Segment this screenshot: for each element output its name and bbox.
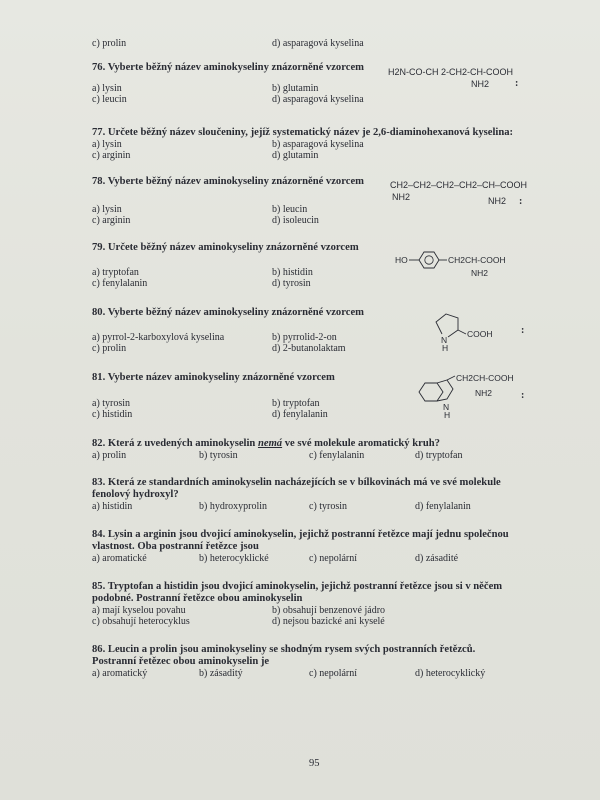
option-b: b) zásaditý	[199, 668, 243, 679]
question-86	[92, 644, 552, 679]
amino-label: NH2	[475, 388, 493, 398]
option-c: c) nepolární	[309, 668, 358, 679]
colon: :	[515, 78, 519, 89]
option-a: a) lysin	[92, 204, 122, 215]
formula-amino-group: NH2	[471, 79, 490, 89]
formula-amino-group-1: NH2	[392, 192, 411, 202]
option-c: c) leucin	[92, 94, 127, 105]
option-d: d) nejsou bazické ani kyselé	[272, 616, 385, 627]
option-b: b) asparagová kyselina	[272, 139, 364, 150]
question-title-line-2: fenolový hydroxyl?	[92, 489, 179, 500]
question-title-line-2: podobné. Postranní řetězce obou aminokyselin	[92, 593, 303, 604]
title-text: 82. Která z uvedených aminokyselin	[92, 438, 258, 449]
question-title-line-2: vlastnost. Oba postranní řetězce jsou	[92, 541, 259, 552]
option-d: d) glutamin	[272, 150, 319, 161]
hydrogen-label: H	[444, 410, 451, 420]
question-title: 80. Vyberte běžný název aminokyseliny znázorněné vzorcem	[92, 307, 364, 318]
option-b: b) glutamin	[272, 83, 319, 94]
option-c: c) arginin	[92, 150, 131, 161]
benzene-ring	[419, 252, 439, 268]
colon: :	[521, 390, 525, 401]
option-c: c) prolin	[92, 343, 127, 354]
option-d: d) heterocyklický	[415, 668, 486, 679]
structure-tyrosin	[395, 250, 555, 280]
side-chain-label: CH2CH-COOH	[456, 373, 514, 383]
question-84	[92, 529, 552, 564]
option-c: c) histidin	[92, 409, 133, 420]
hydroxyl-label: HO	[395, 255, 408, 265]
question-85	[92, 581, 552, 627]
option-d: d) isoleucin	[272, 215, 319, 226]
option-d: d) tyrosin	[272, 278, 311, 289]
question-title-line-1: 83. Která ze standardních aminokyselin nacházejících se v bílkovinách má ve své molekule	[92, 477, 501, 488]
bond	[447, 376, 455, 380]
pyrrolidine-ring	[436, 314, 458, 334]
option-c: c) nepolární	[309, 553, 358, 564]
option-c: c) arginin	[92, 215, 131, 226]
option-d: d) asparagová kyselina	[272, 38, 364, 49]
question-title: 77. Určete běžný název sloučeniny, jejíž systematický název je 2,6-diaminohexanová kyselina:	[92, 127, 514, 138]
option-b: b) obsahují benzenové jádro	[272, 605, 386, 616]
option-d: d) asparagová kyselina	[272, 94, 364, 105]
question-title: 79. Určete běžný název aminokyseliny znázorněné vzorcem	[92, 242, 359, 253]
question-82	[92, 438, 542, 461]
option-c: c) prolin	[92, 38, 127, 49]
side-chain-label: CH2CH-COOH	[448, 255, 506, 265]
option-c: c) fenylalanin	[309, 450, 365, 461]
question-title: 78. Vyberte běžný název aminokyseliny znázorněné vzorcem	[92, 176, 364, 187]
option-a: a) pyrrol-2-karboxylová kyselina	[92, 332, 225, 343]
structure-prolin	[430, 310, 530, 355]
option-b: b) tyrosin	[199, 450, 238, 461]
aromatic-circle	[425, 256, 433, 264]
nitrogen-label: N	[443, 402, 450, 412]
benzene-ring	[419, 383, 443, 401]
option-a: a) mají kyselou povahu	[92, 605, 186, 616]
option-a: a) lysin	[92, 83, 122, 94]
option-d: d) zásadité	[415, 553, 459, 564]
structure-tryptofan	[415, 372, 555, 420]
hydrogen-label: H	[442, 343, 449, 353]
colon: :	[519, 196, 523, 207]
question-title-line-1: 85. Tryptofan a histidin jsou dvojicí aminokyselin, jejichž postranní řetězce jsou si v něčem	[92, 581, 503, 592]
page-number: 95	[309, 758, 320, 769]
question-title-line-1: 84. Lysin a arginin jsou dvojicí aminokyselin, jejichž postranní řetězce mají jednu společnou	[92, 529, 509, 540]
formula-glutamin: H2N-CO-CH 2-CH2-CH-COOH	[388, 67, 513, 77]
question-title: 76. Vyberte běžný název aminokyseliny znázorněné vzorcem	[92, 62, 364, 73]
option-c: c) fenylalanin	[92, 278, 148, 289]
option-b: b) heterocyklické	[199, 553, 269, 564]
option-a: a) aromatický	[92, 668, 148, 679]
question-75-tail	[92, 38, 542, 49]
question-77	[92, 127, 552, 161]
option-b: b) histidin	[272, 267, 313, 278]
option-c: c) tyrosin	[309, 501, 348, 512]
title-text: ve své molekule aromatický kruh?	[282, 438, 440, 449]
option-d: d) fenylalanin	[272, 409, 328, 420]
option-c: c) obsahují heterocyklus	[92, 616, 190, 627]
option-a: a) histidin	[92, 501, 133, 512]
option-d: d) tryptofan	[415, 450, 463, 461]
question-83	[92, 477, 552, 512]
nitrogen-label: N	[441, 335, 448, 345]
option-a: a) prolin	[92, 450, 127, 461]
emphasis-text: nemá	[257, 438, 283, 449]
bond	[448, 330, 458, 337]
question-title	[92, 438, 542, 450]
option-b: b) tryptofan	[272, 398, 320, 409]
option-b: b) hydroxyprolin	[199, 501, 268, 512]
question-title-line-1: 86. Leucin a prolin jsou aminokyseliny se shodným rysem svých postranních řetězců.	[92, 644, 476, 655]
formula-lysin: CH2–CH2–CH2–CH2–CH–COOH	[390, 180, 528, 190]
question-title: 81. Vyberte název aminokyseliny znázorněné vzorcem	[92, 372, 335, 383]
formula-amino-group-2: NH2	[488, 196, 507, 206]
option-d: d) 2-butanolaktam	[272, 343, 346, 354]
carboxyl-label: COOH	[467, 329, 493, 339]
option-d: d) fenylalanin	[415, 501, 471, 512]
option-a: a) tryptofan	[92, 267, 139, 278]
option-b: b) leucin	[272, 204, 308, 215]
option-b: b) pyrrolid-2-on	[272, 332, 337, 343]
question-title-line-2: Postranní řetězec obou aminokyselin je	[92, 656, 270, 667]
amino-label: NH2	[471, 268, 489, 278]
option-a: a) tyrosin	[92, 398, 131, 409]
bond	[458, 330, 466, 334]
colon: :	[521, 325, 525, 336]
option-a: a) lysin	[92, 139, 122, 150]
option-a: a) aromatické	[92, 553, 147, 564]
